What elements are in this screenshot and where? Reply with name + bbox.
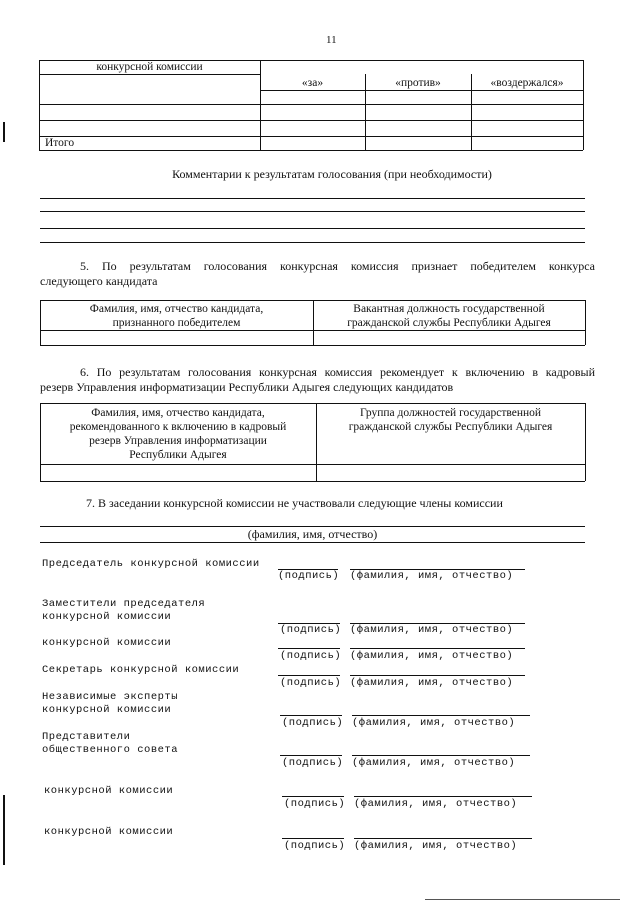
section6-line1: 6. По результатам голосования конкурсная комиссия рекомендует к включению в кадровый [80, 365, 595, 379]
sig-public-label-1: Представители [42, 731, 131, 743]
sig-commission-label: конкурсной комиссии [42, 637, 172, 649]
margin-mark [3, 122, 5, 142]
absent-fio-caption: (фамилия, имя, отчество) [247, 527, 378, 541]
section5-line2: следующего кандидата [40, 274, 158, 288]
sig-fio: (фамилия, имя, отчество) [350, 650, 514, 662]
sig-fio: (фамилия, имя, отчество) [352, 757, 516, 769]
sig-podpis: (подпись) [284, 798, 346, 810]
reserve-col1-line3: резерв Управления информатизации [89, 435, 267, 447]
sig-podpis: (подпись) [280, 650, 342, 662]
winner-col1-line1: Фамилия, имя, отчество кандидата, [89, 303, 264, 315]
sig-public-label-2: общественного совета [42, 744, 179, 756]
vote-table-header: конкурсной комиссии [96, 61, 203, 73]
sig-podpis: (подпись) [278, 570, 340, 582]
reserve-col1-line4: Республики Адыгея [129, 449, 227, 461]
sig-experts-label-2: конкурсной комиссии [42, 704, 172, 716]
page-number: 11 [326, 34, 337, 46]
vote-col-abstain: «воздержался» [490, 77, 564, 89]
margin-mark [3, 795, 5, 865]
reserve-col1-line2: рекомендованного к включению в кадровый [69, 421, 287, 433]
vote-col-against: «против» [395, 77, 441, 89]
sig-fio: (фамилия, имя, отчество) [354, 798, 518, 810]
reserve-col2-line1: Группа должностей государственной [359, 407, 542, 419]
vote-col-for: «за» [301, 77, 324, 89]
bottom-scan-line [425, 899, 620, 900]
winner-col1-line2: признанного победителем [112, 317, 241, 329]
winner-col2-line1: Вакантная должность государственной [353, 303, 545, 315]
sig-fio: (фамилия, имя, отчество) [352, 717, 516, 729]
section5-line1: 5. По результатам голосования конкурсная комиссия признает победителем конкурса [80, 259, 595, 273]
sig-secretary-label: Секретарь конкурсной комиссии [42, 664, 240, 676]
sig-fio: (фамилия, имя, отчество) [354, 840, 518, 852]
sig-fio: (фамилия, имя, отчество) [350, 677, 514, 689]
sig-deputies-label-1: Заместители председателя [42, 598, 206, 610]
sig-podpis: (подпись) [282, 757, 344, 769]
sig-podpis: (подпись) [280, 677, 342, 689]
sig-commission-label-3: конкурсной комиссии [44, 826, 174, 838]
comments-heading: Комментарии к результатам голосования (при необходимости) [172, 167, 492, 181]
sig-podpis: (подпись) [280, 624, 342, 636]
section7-line1: 7. В заседании конкурсной комиссии не участвовали следующие члены комиссии [86, 496, 503, 510]
sig-podpis: (подпись) [282, 717, 344, 729]
vote-total-label: Итого [45, 137, 75, 149]
sig-podpis: (подпись) [284, 840, 346, 852]
winner-col2-line2: гражданской службы Республики Адыгея [347, 317, 551, 329]
absent-members-underline [40, 542, 585, 543]
sig-experts-label-1: Независимые эксперты [42, 691, 179, 703]
sig-fio: (фамилия, имя, отчество) [350, 624, 514, 636]
section6-line2: резерв Управления информатизации Республики Адыгея следующих кандидатов [40, 380, 454, 394]
reserve-col1-line1: Фамилия, имя, отчество кандидата, [91, 407, 265, 419]
sig-commission-label-2: конкурсной комиссии [44, 785, 174, 797]
sig-chairman-label: Председатель конкурсной комиссии [42, 558, 260, 570]
reserve-col2-line2: гражданской службы Республики Адыгея [348, 421, 553, 433]
sig-fio: (фамилия, имя, отчество) [350, 570, 514, 582]
sig-deputies-label-2: конкурсной комиссии [42, 611, 172, 623]
